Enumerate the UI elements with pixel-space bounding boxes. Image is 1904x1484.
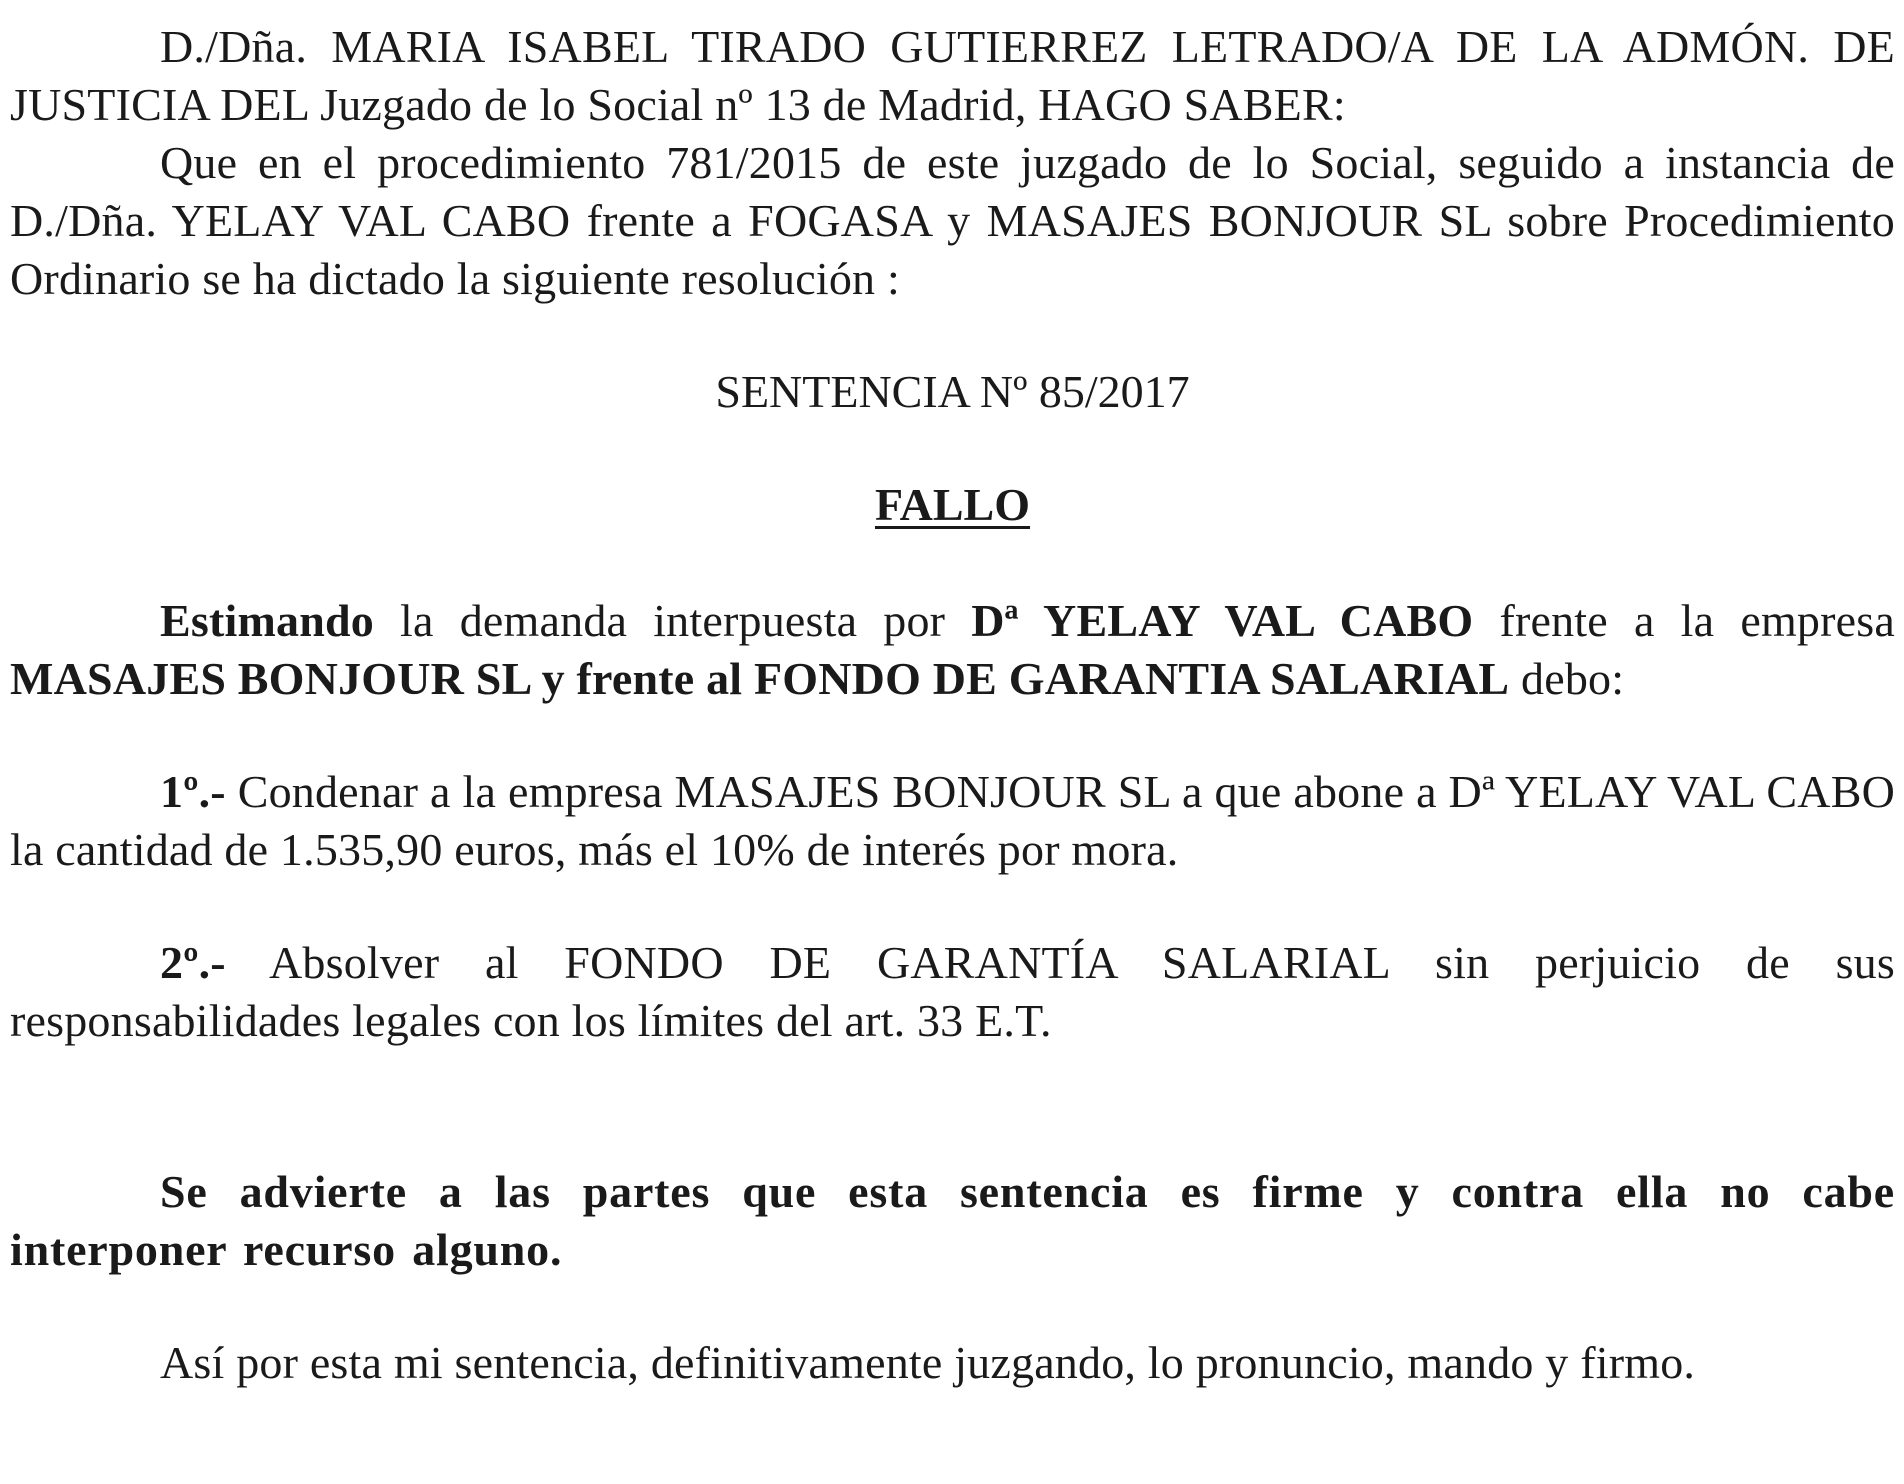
estimando-text-1: la demanda interpuesta por [373, 595, 972, 646]
plaintiff-name: Dª YELAY VAL CABO [971, 595, 1474, 646]
estimando-paragraph [10, 592, 1895, 708]
advertencia-paragraph: Se advierte a las partes que esta sentencia es firme y contra ella no cabe interponer recurso alguno. [10, 1166, 1895, 1275]
procedure-paragraph: Que en el procedimiento 781/2015 de este juzgado de lo Social, seguido a instancia de D./Dña. YELAY VAL CABO frente a FOGASA y MASAJES BONJOUR SL sobre Procedimiento Ordinario se ha dictado la siguiente resolución : [10, 137, 1895, 304]
estimando-text-3: debo: [1509, 653, 1625, 704]
item-1-paragraph [10, 763, 1895, 879]
estimando-text-2: frente a la empresa [1473, 595, 1895, 646]
estimando-bold: Estimando [160, 595, 374, 646]
closing-paragraph: Así por esta mi sentencia, definitivamente juzgando, lo pronuncio, mando y firmo. [160, 1337, 1696, 1388]
fallo-title [10, 476, 1895, 534]
item-1-text: Condenar a la empresa MASAJES BONJOUR SL a que abone a Dª YELAY VAL CABO la cantidad de 1.535,90 euros, más el 10% de interés por mora. [10, 766, 1895, 875]
sentencia-title: SENTENCIA Nº 85/2017 [715, 366, 1190, 417]
defendants-names: MASAJES BONJOUR SL y frente al FONDO DE GARANTIA SALARIAL [10, 653, 1510, 704]
item-2-paragraph [10, 934, 1895, 1050]
fallo-heading: FALLO [874, 479, 1031, 530]
item-2-text: Absolver al FONDO DE GARANTÍA SALARIAL sin perjuicio de sus responsabilidades legales con los límites del art. 33 E.T. [10, 937, 1895, 1046]
document-page [10, 18, 1895, 1392]
item-1-number: 1º.- [160, 766, 226, 817]
header-paragraph: D./Dña. MARIA ISABEL TIRADO GUTIERREZ LETRADO/A DE LA ADMÓN. DE JUSTICIA DEL Juzgado de lo Social nº 13 de Madrid, HAGO SABER: [10, 21, 1895, 130]
item-2-number: 2º.- [160, 937, 226, 988]
